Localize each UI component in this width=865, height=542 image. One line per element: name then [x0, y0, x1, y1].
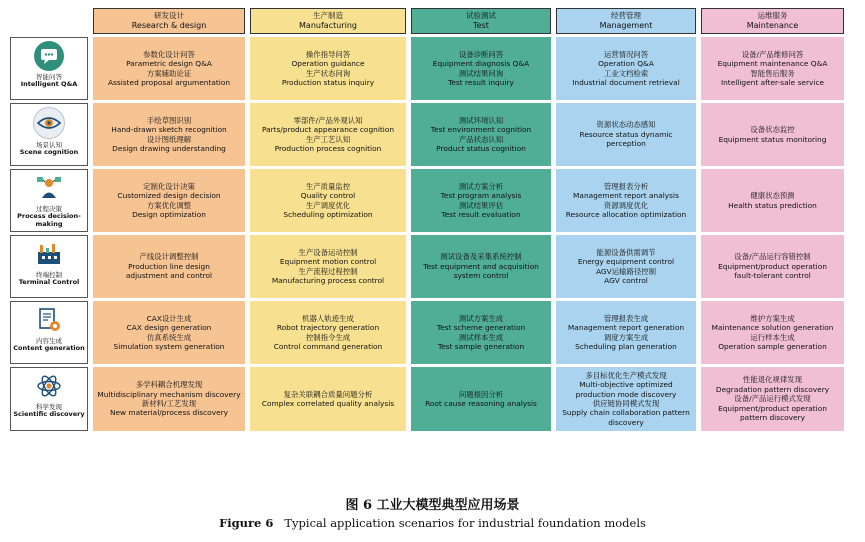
column-header-en: Management [599, 21, 653, 30]
cell-scene-research [93, 103, 245, 166]
cell-line: 复杂关联耦合质量问题分析 [283, 389, 373, 399]
cell-line: adjustment and control [125, 271, 213, 281]
cell-decision-test [411, 169, 551, 232]
cell-line: 零部件/产品外观认知 [293, 115, 363, 125]
column-header-zh: 生产制造 [313, 11, 343, 20]
cell-decision-manufacturing [250, 169, 406, 232]
cell-line: Resource allocation optimization [565, 209, 687, 219]
column-header-en: Manufacturing [299, 21, 357, 30]
cell-line: production mode discovery [575, 389, 677, 399]
figure-label: Figure 6 [219, 516, 274, 530]
cell-line: 供应链协同模式发现 [592, 399, 660, 408]
cell-discovery-management [556, 367, 696, 431]
cell-line: Control command generation [273, 341, 383, 351]
cell-line: 生产流程过程控制 [298, 266, 358, 276]
cell-scene-test [411, 103, 551, 166]
cell-line: 性能退化规律发现 [742, 375, 803, 385]
decision-icon [34, 173, 64, 203]
column-header-zh: 研发设计 [154, 11, 184, 20]
cell-line: Robot trajectory generation [276, 323, 380, 333]
column-header-en: Maintenance [746, 21, 799, 30]
cell-control-maintenance [701, 235, 844, 298]
cell-line: Resource status dynamic [579, 129, 673, 139]
cell-generation-manufacturing [250, 301, 406, 364]
cell-line: discovery [608, 417, 644, 427]
cell-line: Degradation pattern discovery [715, 384, 830, 394]
cell-line: 测试设备及采集系统控制 [440, 252, 522, 262]
cell-line: 生产工艺认知 [305, 134, 351, 144]
cell-line: Scheduling optimization [283, 209, 373, 219]
cell-decision-maintenance [701, 169, 844, 232]
cell-line: 生产质量监控 [305, 181, 351, 191]
cell-qa-manufacturing [250, 37, 406, 100]
cell-line: Customized design decision [117, 191, 221, 201]
cell-line: AGV control [604, 275, 648, 285]
cell-line: 测试结果评估 [458, 200, 504, 210]
cell-decision-research [93, 169, 245, 232]
eye-icon [33, 107, 65, 139]
cell-line: 调度方案生成 [603, 332, 649, 342]
cell-line: Root cause reasoning analysis [425, 399, 537, 408]
cell-line: 设备/产品运行模式发现 [734, 394, 811, 404]
cell-line: 控制指令生成 [305, 332, 351, 342]
cell-line: Intelligent after-sale service [720, 77, 825, 87]
cell-line: 工业文档检索 [603, 68, 649, 78]
cell-scene-maintenance [701, 103, 844, 166]
cell-line: Production status inquiry [281, 77, 375, 87]
cell-line: Equipment diagnosis Q&A [432, 59, 530, 69]
figure-caption-text: Typical application scenarios for industrial foundation models [284, 516, 646, 530]
document-gear-icon [34, 305, 64, 335]
cell-line: 智能售后服务 [750, 68, 795, 78]
cell-line: 设备诊断问答 [458, 49, 504, 59]
cell-line: Test environment cognition [430, 125, 532, 135]
cell-line: Simulation system generation [113, 341, 225, 351]
row-label-en: Scientific discovery [13, 410, 85, 418]
row-header-process-decision [10, 169, 88, 232]
cell-line: 方案辅助论证 [146, 68, 192, 78]
figure-caption-en [0, 516, 865, 530]
cell-line: 测试方案生成 [458, 313, 504, 323]
cell-line: Parametric design Q&A [126, 59, 212, 69]
atom-icon [34, 371, 64, 401]
cell-line: Hand-drawn sketch recognition [111, 125, 227, 135]
figure-caption-zh: 图 6 工业大模型典型应用场景 [345, 498, 520, 513]
cell-line: Scheduling plan generation [575, 341, 677, 351]
cell-line: Parts/product appearance cognition [261, 125, 395, 135]
cell-line: 运营情况问答 [603, 49, 649, 59]
cell-line: 设备状态监控 [750, 125, 795, 135]
cell-qa-test [411, 37, 551, 100]
cell-line: Maintenance solution generation [711, 323, 834, 333]
cell-line: 管理报表分析 [603, 181, 649, 191]
row-header-content-generation [10, 301, 88, 364]
cell-qa-research [93, 37, 245, 100]
cell-control-management [556, 235, 696, 298]
cell-generation-research [93, 301, 245, 364]
cell-line: Energy equipment control [577, 257, 675, 267]
row-label-zh: 终端控制 [36, 271, 62, 279]
cell-line: Production line design [128, 261, 210, 271]
cell-line: 能源设备供需调节 [596, 247, 656, 257]
cell-line: 运行样本生成 [750, 332, 795, 342]
cell-line: 机器人轨迹生成 [302, 313, 354, 323]
cell-line: 仿真系统生成 [146, 332, 192, 342]
cell-line: 方案优化调整 [146, 200, 192, 210]
cell-line: 测试样本生成 [458, 332, 504, 342]
row-label-zh: 智能问答 [36, 73, 62, 81]
row-label-en: Terminal Control [18, 278, 80, 286]
cell-line: Equipment status monitoring [718, 134, 827, 144]
cell-line: perception [606, 139, 646, 149]
cell-control-test [411, 235, 551, 298]
row-header-intelligent-qa [10, 37, 88, 100]
cell-line: 新材料/工艺发现 [141, 399, 197, 408]
cell-decision-management [556, 169, 696, 232]
row-label-en: Process decision-making [17, 212, 81, 228]
cell-line: 手绘草图识别 [146, 115, 192, 125]
cell-line: Design optimization [132, 209, 206, 219]
column-header-test [411, 8, 551, 34]
row-header-terminal-control [10, 235, 88, 298]
column-header-en: Test [473, 21, 489, 30]
cell-line: Multi-objective optimized [579, 380, 673, 390]
row-header-scene-cognition [10, 103, 88, 166]
row-label-en: Content generation [13, 344, 85, 352]
cell-line: Production process cognition [274, 143, 382, 153]
cell-line: 测试方案分析 [458, 181, 504, 191]
cell-line: 操作指导问答 [305, 49, 351, 59]
column-header-zh: 运维服务 [757, 11, 788, 20]
row-label-zh: 场景认知 [36, 141, 62, 149]
cell-discovery-maintenance [701, 367, 844, 431]
cell-discovery-test [411, 367, 551, 431]
cell-line: Operation sample generation [718, 341, 827, 351]
row-label-en: Scene cognition [19, 148, 79, 156]
column-header-zh: 试验测试 [466, 11, 496, 20]
cell-line: 资源状态动态感知 [596, 120, 656, 130]
cell-line: pattern discovery [739, 413, 806, 423]
cell-line: Design drawing understanding [112, 143, 226, 153]
cell-line: Equipment motion control [279, 257, 377, 267]
cell-line: Quality control [300, 191, 356, 201]
cell-line: 生产调度优化 [305, 200, 351, 210]
cell-line: Operation Q&A [598, 59, 654, 69]
cell-line: Test program analysis [440, 191, 522, 201]
cell-line: 维护方案生成 [750, 313, 795, 323]
cell-line: Test result inquiry [448, 77, 514, 87]
cell-qa-management [556, 37, 696, 100]
row-header-scientific-discovery [10, 367, 88, 431]
cell-line: Supply chain collaboration pattern [562, 408, 690, 418]
cell-line: 多学科耦合机理发现 [135, 380, 203, 390]
column-header-zh: 经营管理 [611, 11, 641, 20]
cell-line: Multidisciplinary mechanism discovery [97, 389, 241, 399]
cell-scene-manufacturing [250, 103, 406, 166]
row-label-zh: 过程决策 [36, 205, 62, 213]
cell-discovery-research [93, 367, 245, 431]
cell-line: 定制化设计决策 [143, 181, 195, 191]
cell-generation-maintenance [701, 301, 844, 364]
cell-line: CAX design generation [126, 323, 212, 333]
cell-scene-management [556, 103, 696, 166]
cell-line: Test equipment and acquisition [423, 261, 539, 271]
cell-qa-maintenance [701, 37, 844, 100]
cell-line: 测试环境认知 [458, 115, 504, 125]
cell-line: 设备/产品运行容错控制 [734, 252, 811, 262]
cell-generation-management [556, 301, 696, 364]
cell-line: Assisted proposal argumentation [107, 77, 231, 87]
cell-line: Management report analysis [573, 191, 679, 201]
cell-discovery-manufacturing [250, 367, 406, 431]
cell-line: system control [453, 271, 509, 281]
cell-line: 健康状态预测 [750, 191, 795, 201]
column-header-management [556, 8, 696, 34]
column-header-research [93, 8, 245, 34]
chat-bubble-icon [34, 41, 64, 71]
cell-line: 资源调度优化 [603, 200, 649, 210]
cell-line: 产品状态认知 [458, 134, 504, 144]
cell-line: Management report generation [567, 323, 685, 333]
factory-icon [34, 239, 64, 269]
cell-line: fault-tolerant control [734, 271, 811, 281]
cell-line: 生产设备运动控制 [298, 247, 358, 257]
cell-line: New material/process discovery [109, 408, 229, 418]
cell-line: 设计图纸理解 [146, 134, 192, 144]
cell-line: 生产状态问询 [305, 68, 351, 78]
column-header-manufacturing [250, 8, 406, 34]
row-label-zh: 内容生成 [36, 337, 62, 345]
cell-line: Test result evaluation [441, 209, 521, 219]
cell-line: 测试结果问询 [458, 68, 504, 78]
cell-control-research [93, 235, 245, 298]
cell-generation-test [411, 301, 551, 364]
cell-line: Manufacturing process control [271, 275, 385, 285]
column-header-maintenance [701, 8, 844, 34]
cell-line: Product status cognition [436, 143, 526, 153]
cell-line: 产线设计调整控制 [139, 252, 199, 262]
column-header-en: Research & design [131, 21, 207, 30]
cell-line: 多目标优化生产模式发现 [585, 370, 667, 380]
cell-line: CAX设计生成 [146, 313, 192, 323]
cell-line: Test scheme generation [436, 323, 526, 333]
cell-line: Industrial document retrieval [572, 77, 680, 87]
row-label-zh: 科学发现 [36, 403, 62, 411]
cell-line: Equipment maintenance Q&A [717, 59, 828, 69]
cell-line: Test sample generation [437, 341, 525, 351]
cell-line: 问题根因分析 [458, 389, 504, 399]
cell-line: Health status prediction [728, 200, 817, 210]
row-label-en: Intelligent Q&A [20, 80, 78, 88]
cell-line: Equipment/product operation [718, 403, 827, 413]
cell-line: Equipment/product operation [718, 261, 827, 271]
corner-cell [10, 8, 88, 34]
cell-line: 设备/产品维修问答 [741, 49, 804, 59]
cell-control-manufacturing [250, 235, 406, 298]
scenario-table [10, 8, 844, 431]
cell-line: Operation guidance [291, 59, 365, 69]
cell-line: Complex correlated quality analysis [261, 399, 395, 408]
cell-line: AGV运输路径控制 [595, 266, 657, 276]
cell-line: 管理报表生成 [603, 313, 649, 323]
cell-line: 参数化设计问答 [143, 49, 195, 59]
